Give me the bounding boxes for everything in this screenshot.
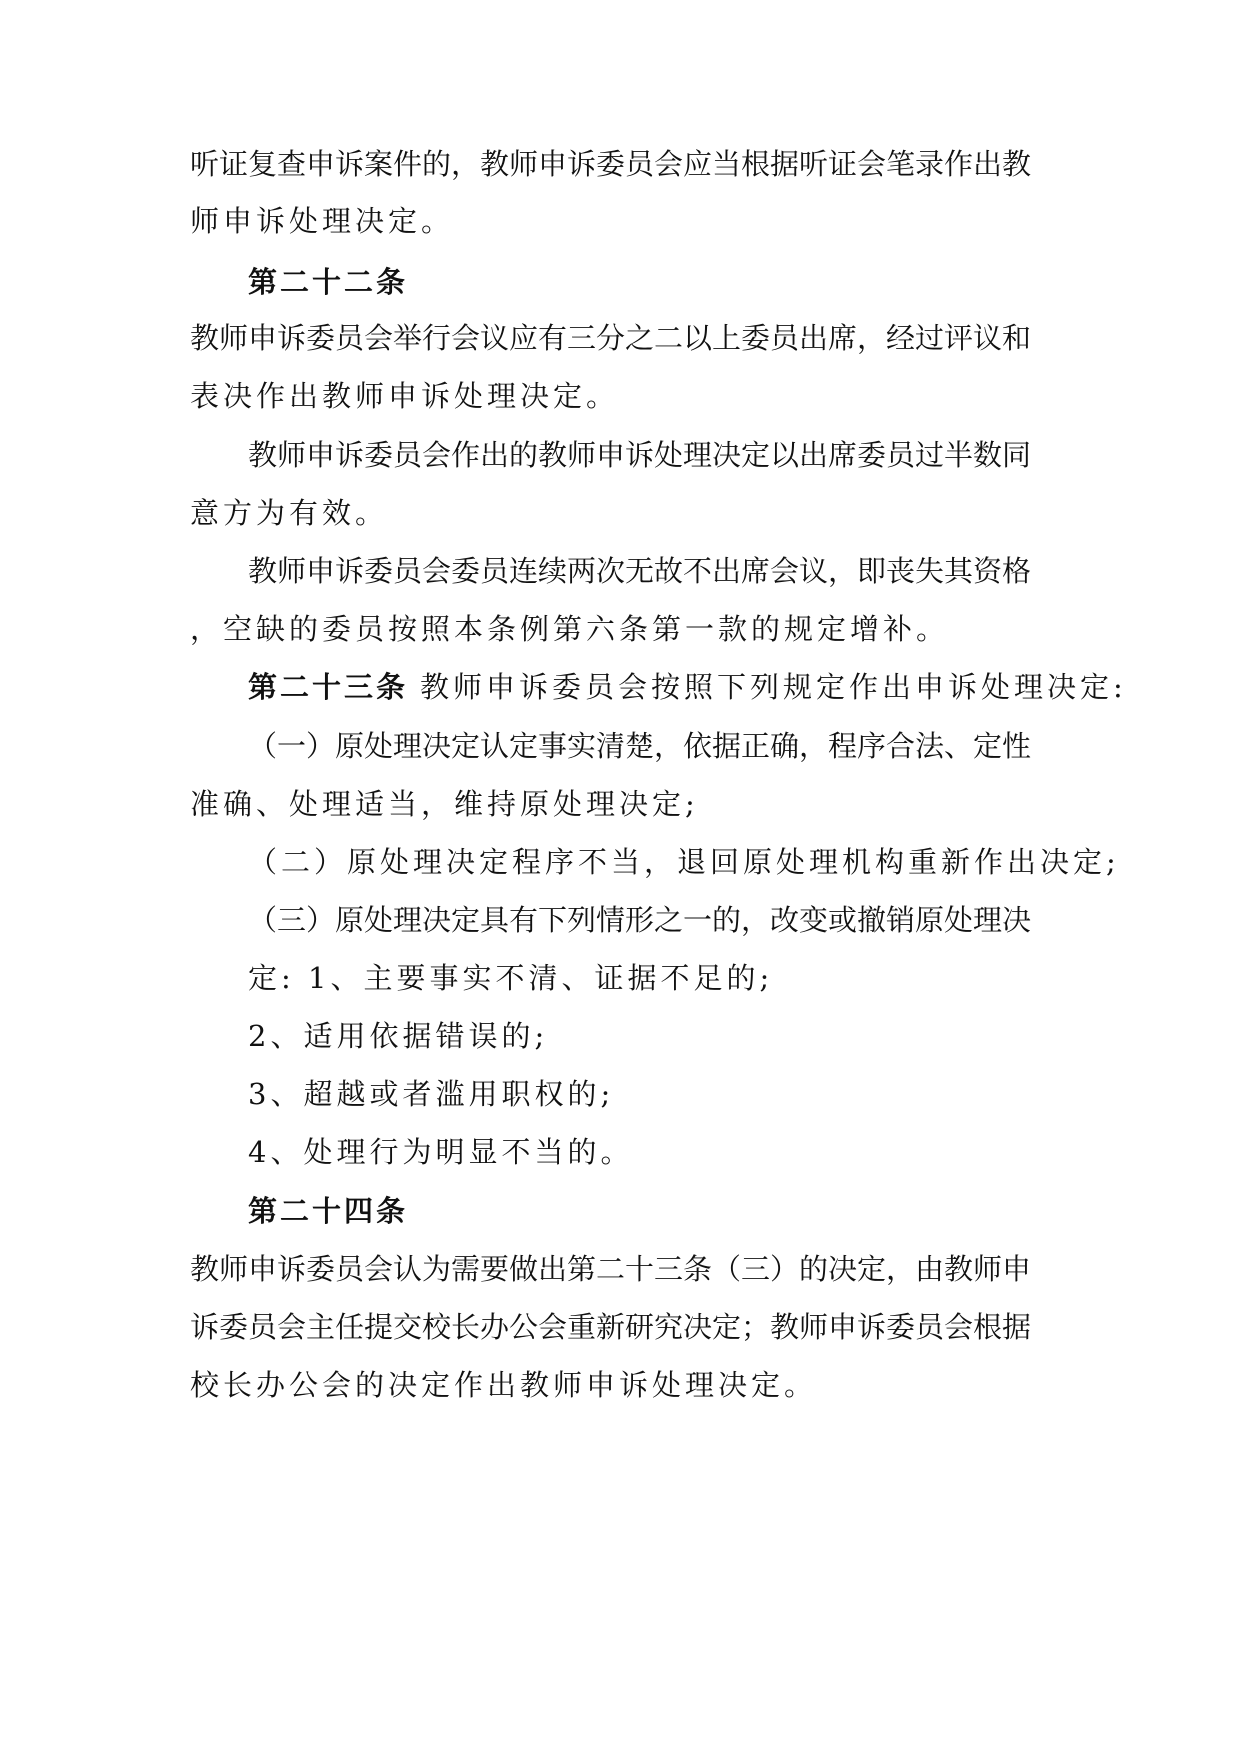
- article-heading-23: 第二十三条: [248, 670, 409, 704]
- article-heading-22: 第二十二条: [248, 265, 409, 299]
- paragraph-line: 表决作出教师申诉处理决定。: [190, 379, 620, 413]
- sub-item-2: 2、适用依据错误的;: [248, 1019, 549, 1053]
- paragraph-line: 定: 1、主要事实不清、证据不足的;: [248, 961, 774, 995]
- list-item-2: （二）原处理决定程序不当，退回原处理机构重新作出决定;: [248, 845, 1120, 879]
- list-item-3: （三）原处理决定具有下列情形之一的，改变或撤销原处理决: [248, 903, 1032, 937]
- paragraph-line: 意方为有效。: [190, 496, 389, 530]
- sub-item-4: 4、处理行为明显不当的。: [248, 1135, 634, 1169]
- article-heading-24: 第二十四条: [248, 1194, 409, 1228]
- list-item-1: （一）原处理决定认定事实清楚，依据正确，程序合法、定性: [248, 729, 1032, 763]
- paragraph-line: 校长办公会的决定作出教师申诉处理决定。: [190, 1368, 818, 1402]
- sub-item-3: 3、超越或者滥用职权的;: [248, 1077, 615, 1111]
- paragraph-line: 准确、处理适当，维持原处理决定;: [190, 787, 699, 821]
- article-23-line: [248, 667, 1127, 707]
- paragraph-line: 诉委员会主任提交校长办公会重新研究决定；教师申诉委员会根据: [190, 1310, 1032, 1344]
- article-23-text: 教师申诉委员会按照下列规定作出申诉处理决定:: [420, 670, 1127, 704]
- paragraph-line: 教师申诉委员会认为需要做出第二十三条（三）的决定，由教师申: [190, 1252, 1032, 1286]
- paragraph-line: 教师申诉委员会委员连续两次无故不出席会议，即丧失其资格: [248, 554, 1032, 588]
- paragraph-line: ，空缺的委员按照本条例第六条第一款的规定增补。: [190, 612, 950, 646]
- paragraph-line: 教师申诉委员会举行会议应有三分之二以上委员出席，经过评议和: [190, 321, 1032, 355]
- paragraph-line: 听证复查申诉案件的，教师申诉委员会应当根据听证会笔录作出教: [190, 147, 1032, 181]
- paragraph-line: 师申诉处理决定。: [190, 204, 455, 238]
- paragraph-line: 教师申诉委员会作出的教师申诉处理决定以出席委员过半数同: [248, 438, 1032, 472]
